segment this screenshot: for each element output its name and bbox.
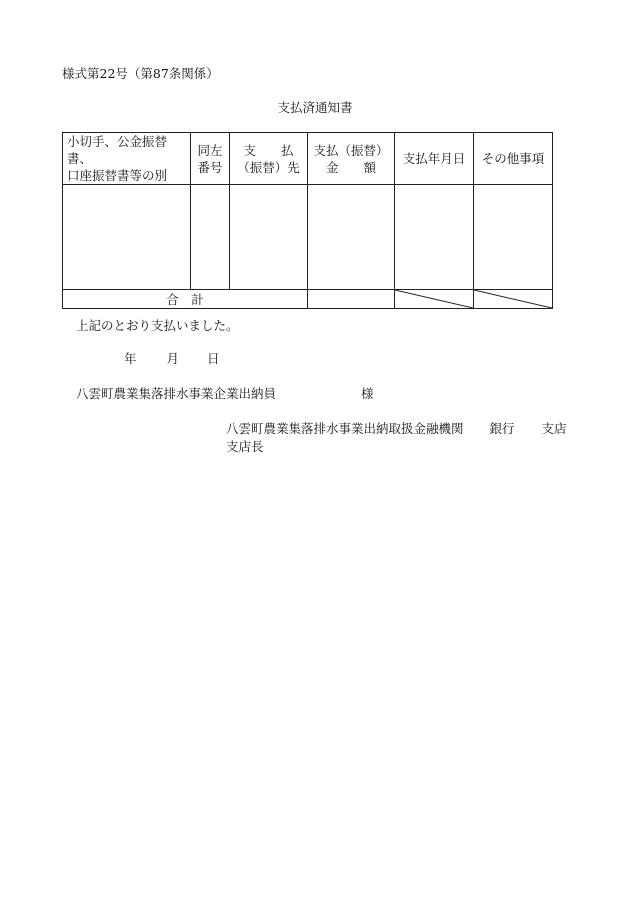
addressee-honorific: 様 — [361, 386, 374, 401]
branch-manager: 支店長 — [226, 439, 264, 454]
total-amount-cell[interactable] — [308, 290, 395, 309]
document-title: 支払済通知書 — [277, 100, 353, 115]
table-row — [63, 185, 553, 290]
total-date-cell-crossed — [395, 290, 474, 309]
col-header-payment-date: 支払年月日 — [395, 133, 474, 185]
addressee: 八雲町農業集落排水事業企業出納員 — [76, 386, 277, 401]
date-day-label: 日 — [207, 351, 220, 366]
col-header-instrument-type: 小切手、公金振替書、 口座振替書等の別 — [63, 133, 191, 185]
cell-payee[interactable] — [230, 185, 308, 290]
col-header-other-matters: その他事項 — [474, 133, 553, 185]
cell-other-matters[interactable] — [474, 185, 553, 290]
total-row — [63, 290, 553, 309]
col-header-amount: 支払（振替） 金 額 — [308, 133, 395, 185]
branch-label: 支店 — [541, 421, 567, 436]
form-number: 様式第22号（第87条関係） — [62, 66, 219, 81]
payment-table — [62, 132, 553, 309]
col-header-number: 同左 番号 — [191, 133, 230, 185]
date-month-label: 月 — [166, 351, 180, 366]
bank-label: 銀行 — [489, 421, 515, 436]
bank-line — [226, 419, 567, 437]
col-header-payee: 支 払 （振替）先 — [230, 133, 308, 185]
date-year-label: 年 — [124, 351, 137, 366]
payment-notice-text: 上記のとおり支払いました。 — [76, 318, 239, 333]
cell-instrument-type[interactable] — [63, 185, 191, 290]
cell-number[interactable] — [191, 185, 230, 290]
cell-payment-date[interactable] — [395, 185, 474, 290]
table-header-row — [63, 133, 553, 185]
date-line — [124, 349, 220, 367]
total-other-cell-crossed — [474, 290, 553, 309]
bank-institution: 八雲町農業集落排水事業出納取扱金融機関 — [226, 421, 464, 436]
cell-amount[interactable] — [308, 185, 395, 290]
total-label: 合 計 — [63, 290, 308, 309]
